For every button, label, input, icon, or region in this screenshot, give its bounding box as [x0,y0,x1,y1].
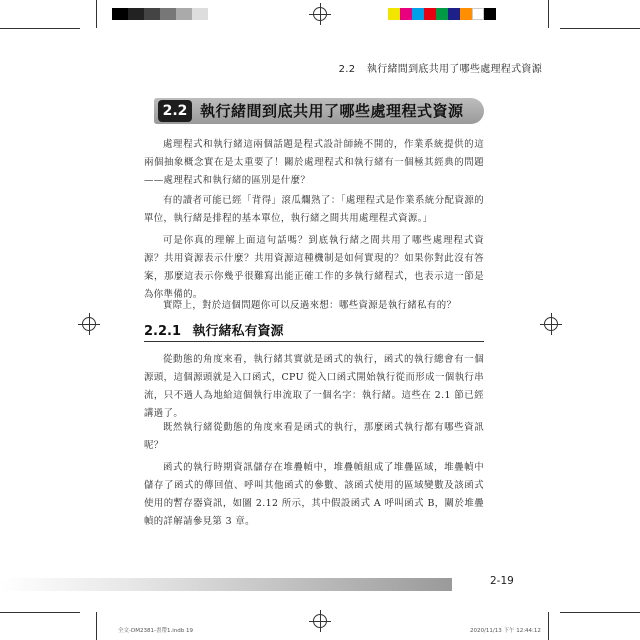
crop-mark [96,0,97,28]
crop-mark [548,612,549,640]
body-paragraph: 從動態的角度來看，執行緒其實就是函式的執行，函式的執行總會有一個源頭，這個源頭就是入口函式，CPU 從入口函式開始執行從而形成一個執行串流，只不過人為地給這個執行串流取了一個名字：執行緒。這些在 2.1 節已經講過了。 [144,354,484,419]
color-bar [472,8,484,20]
slug-timestamp: 2020/11/13 下午 12:44:12 [470,628,541,634]
slug-file-info: 全文-DM2381-書帶1.indb 19 [118,628,193,634]
crop-mark [0,28,80,29]
body-paragraph: 有的讀者可能已經「背得」滾瓜爛熟了：「處理程式是作業系統分配資源的單位，執行緒是排程的基本單位，執行緒之間共用處理程式資源。」 [144,195,484,224]
color-bar [448,8,460,20]
registration-mark [313,614,327,628]
subsection-rule [144,341,484,342]
crop-mark [560,612,640,613]
color-bar [388,8,400,20]
section-title: 執行緒間到底共用了哪些處理程式資源 [200,102,464,120]
color-bar [412,8,424,20]
body-paragraph: 函式的執行時期資訊儲存在堆疊幀中，堆疊幀組成了堆疊區域，堆疊幀中儲存了函式的傳回值、呼叫其他函式的參數、該函式使用的區域變數及該函式使用的暫存器資訊，如圖 2.12 所示，其中假設函式 A 呼叫函式 B，關於堆疊幀的詳解請參見第 3 章。 [144,462,484,527]
grayscale-bar [192,8,208,20]
page-number: 2-19 [490,575,514,587]
crop-mark [0,612,80,613]
color-bar [484,8,496,20]
color-bar [460,8,472,20]
crop-mark [548,0,549,28]
grayscale-bar [144,8,160,20]
subsection-number: 2.2.1 [144,324,182,339]
crop-mark [560,28,640,29]
running-head [339,60,542,75]
grayscale-bar [128,8,144,20]
color-bar [424,8,436,20]
grayscale-bar [176,8,192,20]
footer-gradient-bar [0,578,452,591]
grayscale-bar [112,8,128,20]
color-bar [436,8,448,20]
crop-mark [96,612,97,640]
body-paragraph: 處理程式和執行緒這兩個話題是程式設計師繞不開的，作業系統提供的這兩個抽象概念實在是太重要了！關於處理程式和執行緒有一個極其經典的問題——處理程式和執行緒的區別是什麼？ [144,139,484,186]
grayscale-bar [160,8,176,20]
color-bar [400,8,412,20]
subsection-heading [144,320,284,339]
section-number-badge: 2.2 [158,100,192,122]
body-paragraph: 可是你真的理解上面這句話嗎？到底執行緒之間共用了哪些處理程式資源？共用資源表示什麼？共用資源這種機制是如何實現的？如果你對此沒有答案，那麼這表示你幾乎很難寫出能正確工作的多執行緒程式，也表示這一節是為你準備的。 [144,235,484,300]
body-paragraph: 實際上，對於這個問題你可以反過來想：哪些資源是執行緒私有的？ [163,300,457,311]
running-head-title: 執行緒間到底共用了哪些處理程式資源 [366,64,542,75]
registration-mark [82,317,96,331]
running-head-number: 2.2 [338,64,356,75]
body-paragraph: 既然執行緒從動態的角度來看是函式的執行，那麼函式執行都有哪些資訊呢？ [144,422,484,451]
registration-mark [313,7,327,21]
registration-mark [544,317,558,331]
subsection-title: 執行緒私有資源 [192,324,284,339]
